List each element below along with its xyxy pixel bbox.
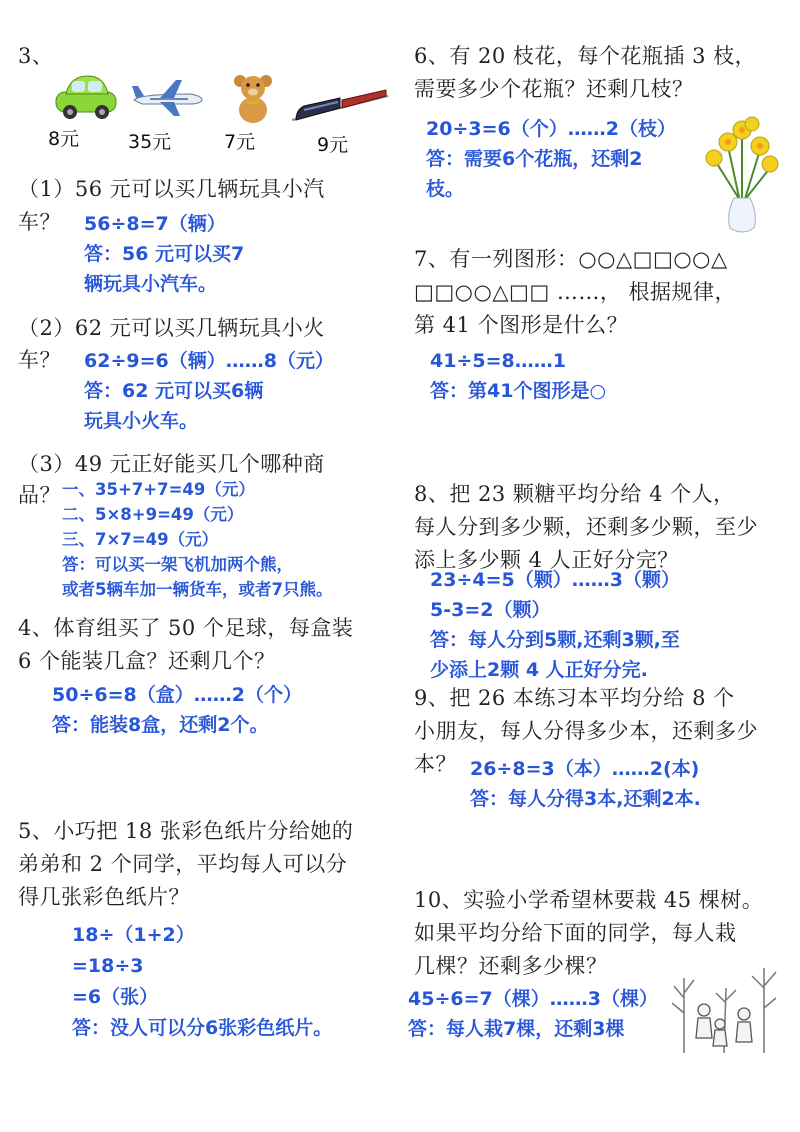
- q4-question: 4、体育组买了 50 个足球，每盒装 6 个能装几盒？还剩几个？: [18, 616, 354, 673]
- q9-answer: 26÷8=3（本）……2(本) 答：每人分得3本,还剩2本.: [470, 758, 701, 810]
- q3-part2-answer: 62÷9=6（辆）……8（元） 答：62 元可以买6辆 玩具小火车。: [84, 350, 334, 432]
- students-planting-trees-icon: [664, 958, 784, 1058]
- q3-part1-line1: （1）56 元可以买几辆玩具小汽: [18, 177, 325, 201]
- q6-answer: 20÷3=6（个）……2（枝） 答：需要6个花瓶，还剩2 枝。: [426, 118, 676, 200]
- q3-part3-answer: 一、35+7+7=49（元） 二、5×8+9=49（元） 三、7×7=49（元） 答：可以买一架飞机加两个熊， 或者5辆车加一辆货车，或者7只熊。: [62, 480, 333, 599]
- q3-part1-answer: 56÷8=7（辆） 答：56 元可以买7 辆玩具小汽车。: [84, 213, 245, 295]
- q7-question: 7、有一列图形：○○△□□○○△ □□○○△□□ ……， 根据规律， 第 41 个图形是什么？: [414, 247, 737, 337]
- q10-question: 10、实验小学希望林要栽 45 棵树。 如果平均分给下面的同学，每人栽 几棵？还剩多少棵？: [414, 888, 764, 978]
- airplane-icon: [130, 78, 205, 118]
- toy-car-icon: [50, 72, 120, 122]
- q9-question: 9、把 26 本练习本平均分给 8 个 小朋友，每人分得多少本，还剩多少 本？: [414, 686, 758, 776]
- q3-part3-line2: 品？: [18, 483, 61, 507]
- q10-answer: 45÷6=7（棵）……3（棵） 答：每人栽7棵，还剩3棵: [408, 988, 658, 1040]
- q3-part1-line2: 车？: [18, 210, 61, 234]
- q4-answer: 50÷6=8（盒）……2（个） 答：能装8盒，还剩2个。: [52, 684, 302, 736]
- q8-answer: 23÷4=5（颗）……3（颗） 5-3=2（颗） 答：每人分到5颗,还剩3颗,至 少添上2颗 4 人正好分完.: [430, 569, 680, 681]
- price-train: 9元: [317, 134, 349, 156]
- price-airplane: 35元: [128, 131, 172, 153]
- toy-train-icon: [290, 86, 390, 128]
- q3-part2-line2: 车？: [18, 348, 61, 372]
- q3-part2-line1: （2）62 元可以买几辆玩具小火: [18, 316, 325, 340]
- q7-answer: 41÷5=8……1 答：第41个图形是○: [430, 350, 607, 402]
- teddy-bear-icon: [228, 72, 278, 124]
- price-bear: 7元: [224, 131, 256, 153]
- q5-answer: 18÷（1+2） =18÷3 =6（张） 答：没人可以分6张彩色纸片。: [72, 924, 333, 1039]
- q8-question: 8、把 23 颗糖平均分给 4 个人， 每人分到多少颗，还剩多少颗，至少 添上多少颗 4 人正好分完？: [414, 482, 758, 572]
- price-car: 8元: [48, 128, 80, 150]
- q3-number: 3、: [18, 44, 54, 68]
- flower-vase-icon: [698, 106, 783, 238]
- q6-question: 6、有 20 枝花，每个花瓶插 3 枝， 需要多少个花瓶？还剩几枝？: [414, 44, 757, 101]
- q5-question: 5、小巧把 18 张彩色纸片分给她的 弟弟和 2 个同学，平均每人可以分 得几张彩色纸片？: [18, 819, 354, 909]
- q3-part3-line1: （3）49 元正好能买几个哪种商: [18, 452, 325, 476]
